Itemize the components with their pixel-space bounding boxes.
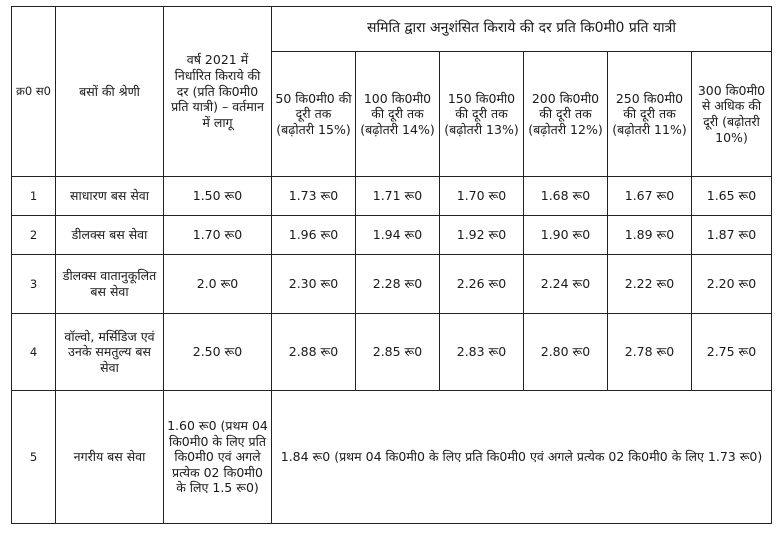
header-committee: समिति द्वारा अनुशंसित किराये की दर प्रति कि0मी0 प्रति यात्री — [272, 7, 772, 52]
rate-cell: 2.30 रू0 — [272, 255, 356, 314]
row-current-rate: 1.70 रू0 — [164, 216, 272, 255]
header-distance-150: 150 कि0मी0 की दूरी तक (बढ़ोतरी 13%) — [440, 52, 524, 177]
header-distance-300: 300 कि0मी0 से अधिक की दूरी (बढ़ोतरी 10%) — [692, 52, 772, 177]
rate-cell: 1.96 रू0 — [272, 216, 356, 255]
header-category: बसों की श्रेणी — [56, 7, 164, 177]
header-row-top — [12, 7, 772, 52]
rate-cell: 1.73 रू0 — [272, 177, 356, 216]
rate-cell: 2.78 रू0 — [608, 314, 692, 391]
row-category: साधारण बस सेवा — [56, 177, 164, 216]
row-current-rate: 1.60 रू0 (प्रथम 04 कि0मी0 के लिए प्रति कि0मी0 एवं अगले प्रत्येक 02 कि0मी0 के लिए 1.5 रू0) — [164, 391, 272, 524]
row-sno: 1 — [12, 177, 56, 216]
rate-cell: 2.24 रू0 — [524, 255, 608, 314]
row-current-rate: 2.50 रू0 — [164, 314, 272, 391]
row-sno: 5 — [12, 391, 56, 524]
rate-cell: 1.67 रू0 — [608, 177, 692, 216]
rate-cell: 1.71 रू0 — [356, 177, 440, 216]
row-category: वॉल्वो, मर्सिडिज एवं उनके समतुल्य बस सेवा — [56, 314, 164, 391]
rate-cell: 2.20 रू0 — [692, 255, 772, 314]
rate-cell: 1.87 रू0 — [692, 216, 772, 255]
header-distance-250: 250 कि0मी0 की दूरी तक (बढ़ोतरी 11%) — [608, 52, 692, 177]
header-distance-200: 200 कि0मी0 की दूरी तक (बढ़ोतरी 12%) — [524, 52, 608, 177]
row-sno: 4 — [12, 314, 56, 391]
rate-cell: 2.28 रू0 — [356, 255, 440, 314]
rate-cell: 2.22 रू0 — [608, 255, 692, 314]
rate-cell: 1.70 रू0 — [440, 177, 524, 216]
rate-cell: 1.94 रू0 — [356, 216, 440, 255]
rate-cell: 1.92 रू0 — [440, 216, 524, 255]
table-row — [12, 314, 772, 391]
rate-cell: 2.83 रू0 — [440, 314, 524, 391]
row-current-rate: 2.0 रू0 — [164, 255, 272, 314]
row-category: डीलक्स वातानुकूलित बस सेवा — [56, 255, 164, 314]
rate-cell: 1.90 रू0 — [524, 216, 608, 255]
row-sno: 3 — [12, 255, 56, 314]
rate-cell: 1.89 रू0 — [608, 216, 692, 255]
row-category: डीलक्स बस सेवा — [56, 216, 164, 255]
table-row — [12, 391, 772, 524]
rate-cell: 2.88 रू0 — [272, 314, 356, 391]
fare-document — [11, 6, 771, 526]
rate-cell: 1.65 रू0 — [692, 177, 772, 216]
table-row — [12, 216, 772, 255]
rate-cell: 2.26 रू0 — [440, 255, 524, 314]
rate-cell: 2.85 रू0 — [356, 314, 440, 391]
rate-cell: 1.68 रू0 — [524, 177, 608, 216]
header-distance-100: 100 कि0मी0 की दूरी तक (बढ़ोतरी 14%) — [356, 52, 440, 177]
table-row — [12, 255, 772, 314]
row-sno: 2 — [12, 216, 56, 255]
row-category: नगरीय बस सेवा — [56, 391, 164, 524]
rate-cell: 2.75 रू0 — [692, 314, 772, 391]
rate-cell: 2.80 रू0 — [524, 314, 608, 391]
header-sno: क्र0 स0 — [12, 7, 56, 177]
header-current-rate: वर्ष 2021 में निर्धारित किराये की दर (प्रति कि0मी0 प्रति यात्री) – वर्तमान में लागू — [164, 7, 272, 177]
merged-rate-cell: 1.84 रू0 (प्रथम 04 कि0मी0 के लिए प्रति कि0मी0 एवं अगले प्रत्येक 02 कि0मी0 के लिए 1.73 रू0) — [272, 391, 772, 524]
table-row — [12, 177, 772, 216]
header-distance-50: 50 कि0मी0 की दूरी तक (बढ़ोतरी 15%) — [272, 52, 356, 177]
row-current-rate: 1.50 रू0 — [164, 177, 272, 216]
fare-table — [11, 6, 772, 524]
